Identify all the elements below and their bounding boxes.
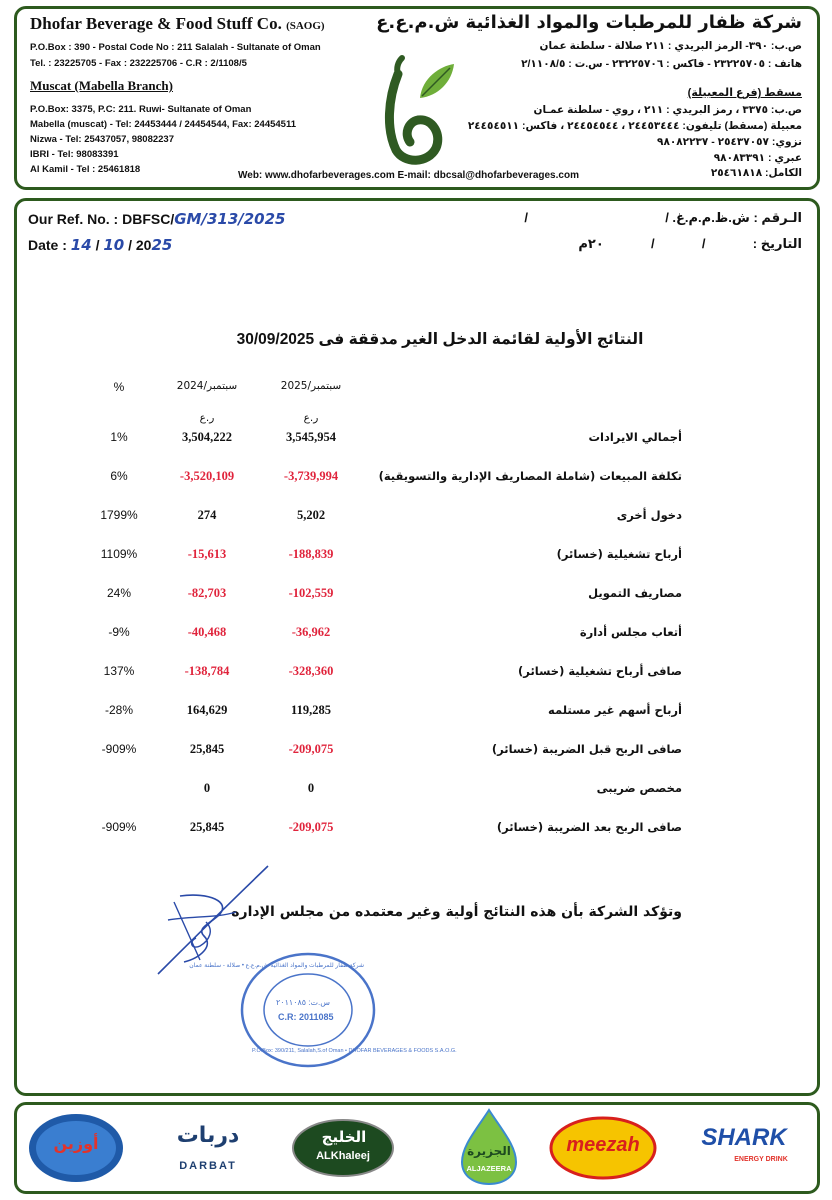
stamp-cr-ar: س.ت: ٢٠١١٠٨٥: [276, 998, 331, 1007]
document-date-ar: التاريخ : / / ٢٠م: [578, 236, 802, 251]
column-header-2024: سبتمبر/2024: [176, 380, 238, 392]
value-2025: -102,559: [288, 586, 334, 600]
brand-meezah-text: meezah: [566, 1134, 640, 1156]
value-2025: 5,202: [296, 508, 326, 522]
kamil-tel-ar: الكامل: ٢٥٤٦١٨١٨: [710, 167, 802, 179]
tel-en: Tel. : 23225705 - Fax : 232225706 - C.R : 2/1108/5: [30, 58, 247, 69]
branch-tel-ar: معبيلة (مسقط) تليفون: ٢٤٤٥٣٤٤٤ ، ٢٤٤٥٤٥٤٤ ، فاكس: ٢٤٤٥٤٥١١: [467, 120, 802, 132]
value-2024: -138,784: [184, 664, 230, 678]
brand-shark-subtext: ENERGY DRINK: [734, 1156, 788, 1163]
brand-alkhaleej-badge: [290, 1108, 396, 1186]
brand-aljazeera-text: ALJAZEERA: [466, 1164, 512, 1173]
value-2024: 0: [203, 781, 211, 795]
percent-change: 24%: [106, 586, 132, 600]
value-2024: 164,629: [186, 703, 228, 717]
row-label: أرباح تشغيلية (خسائر): [556, 547, 682, 561]
brand-logo-aljazeera: [454, 1108, 524, 1186]
brand-alkhaleej-ar: الخليج: [321, 1129, 367, 1146]
company-stamp: [189, 950, 457, 1070]
value-2024: 25,845: [189, 742, 225, 756]
brand-logo-1: [26, 1108, 126, 1186]
percent-change: -9%: [108, 625, 130, 639]
branch-title-en: Muscat (Mabella Branch): [30, 78, 173, 93]
value-2024: -82,703: [187, 586, 227, 600]
row-label: أرباح أسهم غير مستلمه: [548, 703, 682, 717]
percent-change: 1799%: [100, 508, 138, 522]
branch-title-ar: مسقط (فرع المعبيلة): [687, 87, 802, 99]
value-2025: -188,839: [288, 547, 334, 561]
stamp-ring-text-en: P.O.Box: 390/211, Salalah,S.of Oman • DHOFAR BEVERAGES & FOODS S.A.O.G.: [252, 1048, 457, 1054]
brand-darbat-ar: دربات: [176, 1122, 240, 1147]
row-label: أتعاب مجلس أدارة: [579, 625, 682, 639]
row-label: مصاريف التمويل: [588, 586, 682, 600]
currency-2025: ر.ع: [303, 412, 319, 424]
brand-darbat-text: DARBAT: [179, 1160, 237, 1172]
report-title: النتائج الأولية لقائمة الدخل الغير مدققة فى 30/09/2025: [236, 331, 644, 348]
row-label: مخصص ضريبى: [596, 781, 682, 795]
company-name-en: Dhofar Beverage & Food Stuff Co. (SAOG): [30, 14, 325, 33]
percent-change: 1%: [110, 430, 128, 444]
value-2025: -36,962: [291, 625, 331, 639]
row-label: أجمالي الايرادات: [588, 430, 682, 444]
value-2024: -3,520,109: [179, 469, 235, 483]
row-label: دخول أخرى: [616, 508, 682, 522]
disclaimer-note: وتؤكد الشركة بأن هذه النتائج أولية وغير معتمده من مجلس الإداره: [231, 904, 682, 920]
row-label: تكلفة المبيعات (شاملة المصاريف الإدارية والتسويقية): [378, 469, 682, 483]
row-label: صافى الربح قبل الضريبة (خسائر): [491, 742, 682, 756]
value-2025: 119,285: [291, 703, 331, 717]
stamp-cr: C.R: 2011085: [278, 1012, 334, 1022]
value-2024: -40,468: [187, 625, 227, 639]
percent-change: 1109%: [100, 547, 138, 561]
row-label: صافى أرباح تشغيلية (خسائر): [518, 664, 682, 678]
value-2025: -209,075: [288, 742, 334, 756]
percent-change: 137%: [103, 664, 135, 678]
percent-change: 6%: [110, 469, 128, 483]
po-box-ar: ص.ب: ٣٩٠- الرمز البريدي : ٢١١ صلالة - سلطنة عمان: [539, 40, 802, 52]
nizwa-tel-en: Nizwa - Tel: 25437057, 98082237: [30, 134, 175, 145]
reference-number-ar: الـرقم : ش.ظ.م.م.غ. / /: [524, 210, 802, 225]
brand-logo-meezah: [548, 1108, 658, 1186]
brand-shark-text: SHARK: [701, 1124, 787, 1151]
company-logo: [370, 54, 460, 166]
tel-ar: هاتف : ٢٣٢٢٥٧٠٥ - فاكس : ٢٣٢٢٥٧٠٦ - س.ت : ٢/١١٠٨/٥: [521, 58, 802, 70]
value-2025: -328,360: [288, 664, 334, 678]
column-header-2025: سبتمبر/2025: [280, 380, 342, 392]
ibri-tel-ar: عبري : ٩٨٠٨٣٣٩١: [713, 152, 802, 164]
kamil-tel-en: Al Kamil - Tel : 25461818: [30, 164, 141, 175]
reference-number: Our Ref. No. : DBFSC/GM/313/2025: [28, 210, 286, 228]
value-2025: -209,075: [288, 820, 334, 834]
percent-change: -909%: [101, 742, 137, 756]
value-2025: -3,739,994: [283, 469, 339, 483]
branch-po-en: P.O.Box: 3375, P.C: 211. Ruwi- Sultanate of Oman: [30, 104, 252, 115]
brand-logo-shark: [688, 1108, 800, 1186]
column-header-percent: %: [113, 380, 125, 394]
web-email-line: Web: www.dhofarbeverages.com E-mail: dbcsal@dhofarbeverages.com: [238, 170, 579, 181]
value-2024: 274: [197, 508, 217, 522]
currency-2024: ر.ع: [199, 412, 215, 424]
nizwa-tel-ar: نزوي: ٢٥٤٣٧٠٥٧ - ٩٨٠٨٢٢٣٧: [657, 136, 802, 148]
value-2024: -15,613: [187, 547, 227, 561]
document-date: Date : 14 / 10 / 2025: [28, 236, 173, 254]
brand-1-text: أوزين: [53, 1136, 99, 1153]
brand-aljazeera-ar: الجزيرة: [467, 1144, 511, 1158]
brand-logo-alkhaleej: [290, 1108, 396, 1186]
stamp-ring-text-ar: شركة ظفار للمرطبات والمواد الغذائية ش.م.ع.ع • صلالة - سلطنة عمان: [189, 963, 364, 969]
value-2025: 3,545,954: [286, 430, 336, 444]
percent-change: -909%: [101, 820, 137, 834]
company-name-ar: شركة ظفار للمرطبات والمواد الغذائية ش.م.ع.ع: [376, 12, 802, 33]
row-label: صافى الربح بعد الضريبة (خسائر): [496, 820, 682, 834]
brand-alkhaleej-text: ALKhaleej: [316, 1150, 370, 1162]
ibri-tel-en: IBRI - Tel: 98083391: [30, 149, 119, 160]
branch-po-ar: ص.ب: ٣٣٧٥ ، رمز البريدي : ٢١١ ، روي - سلطنة عمـان: [533, 104, 802, 116]
brand-logo-darbat: [168, 1108, 248, 1186]
value-2024: 25,845: [189, 820, 225, 834]
po-box-en: P.O.Box : 390 - Postal Code No : 211 Salalah - Sultanate of Oman: [30, 42, 321, 53]
value-2025: 0: [307, 781, 315, 795]
branch-tel-en: Mabella (muscat) - Tel: 24453444 / 24454544, Fax: 24454511: [30, 119, 296, 130]
value-2024: 3,504,222: [182, 430, 232, 444]
percent-change: -28%: [104, 703, 133, 717]
